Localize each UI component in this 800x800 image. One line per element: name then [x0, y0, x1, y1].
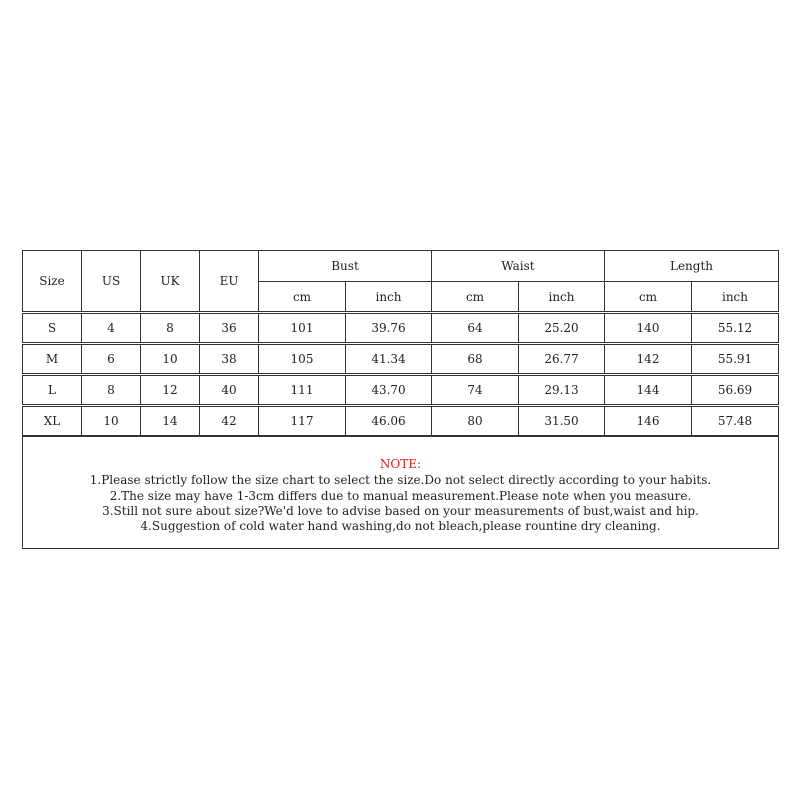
table-cell-waist-cm: 80: [431, 406, 519, 436]
table-cell-waist-inch: 26.77: [518, 344, 605, 374]
note-line-1: 1.Please strictly follow the size chart to select the size.Do not select directly according to your habits.: [89, 473, 712, 487]
header-length: Length: [604, 250, 779, 282]
table-cell-waist-cm: 74: [431, 375, 519, 405]
table-cell-eu: 40: [199, 375, 259, 405]
table-cell-size: S: [22, 313, 82, 343]
table-cell-length-cm: 142: [604, 344, 692, 374]
header-us: US: [81, 250, 141, 312]
notes-box: [22, 436, 779, 549]
table-cell-waist-inch: 25.20: [518, 313, 605, 343]
table-cell-eu: 42: [199, 406, 259, 436]
header-waist: Waist: [431, 250, 605, 282]
header-length-cm: cm: [604, 281, 692, 312]
table-cell-us: 4: [81, 313, 141, 343]
table-cell-eu: 38: [199, 344, 259, 374]
header-uk: UK: [140, 250, 200, 312]
table-cell-us: 10: [81, 406, 141, 436]
table-cell-size: L: [22, 375, 82, 405]
header-length-inch: inch: [691, 281, 779, 312]
note-line-4: 4.Suggestion of cold water hand washing,do not bleach,please rountine dry cleaning.: [140, 519, 661, 533]
table-cell-uk: 10: [140, 344, 200, 374]
header-bust-inch: inch: [345, 281, 432, 312]
table-cell-length-inch: 55.12: [691, 313, 779, 343]
table-cell-bust-cm: 101: [258, 313, 346, 343]
table-cell-bust-cm: 111: [258, 375, 346, 405]
table-cell-size: M: [22, 344, 82, 374]
table-cell-us: 8: [81, 375, 141, 405]
table-cell-uk: 14: [140, 406, 200, 436]
table-cell-uk: 8: [140, 313, 200, 343]
table-cell-us: 6: [81, 344, 141, 374]
table-cell-length-cm: 140: [604, 313, 692, 343]
header-bust: Bust: [258, 250, 432, 282]
table-cell-waist-inch: 29.13: [518, 375, 605, 405]
header-size: Size: [22, 250, 82, 312]
table-cell-length-inch: 57.48: [691, 406, 779, 436]
note-line-3: 3.Still not sure about size?We'd love to advise based on your measurements of bust,waist and hip.: [102, 504, 699, 518]
table-cell-waist-cm: 68: [431, 344, 519, 374]
table-cell-bust-cm: 105: [258, 344, 346, 374]
table-cell-bust-inch: 41.34: [345, 344, 432, 374]
notes-title: NOTE:: [379, 457, 422, 471]
table-cell-waist-inch: 31.50: [518, 406, 605, 436]
header-eu: EU: [199, 250, 259, 312]
table-cell-bust-inch: 43.70: [345, 375, 432, 405]
table-cell-uk: 12: [140, 375, 200, 405]
table-cell-length-inch: 56.69: [691, 375, 779, 405]
table-cell-length-inch: 55.91: [691, 344, 779, 374]
table-cell-eu: 36: [199, 313, 259, 343]
header-waist-cm: cm: [431, 281, 519, 312]
table-cell-length-cm: 146: [604, 406, 692, 436]
note-line-2: 2.The size may have 1-3cm differs due to manual measurement.Please note when you measure.: [109, 489, 692, 503]
table-cell-size: XL: [22, 406, 82, 436]
table-cell-waist-cm: 64: [431, 313, 519, 343]
table-cell-bust-cm: 117: [258, 406, 346, 436]
header-bust-cm: cm: [258, 281, 346, 312]
table-cell-bust-inch: 46.06: [345, 406, 432, 436]
table-cell-length-cm: 144: [604, 375, 692, 405]
table-cell-bust-inch: 39.76: [345, 313, 432, 343]
header-waist-inch: inch: [518, 281, 605, 312]
